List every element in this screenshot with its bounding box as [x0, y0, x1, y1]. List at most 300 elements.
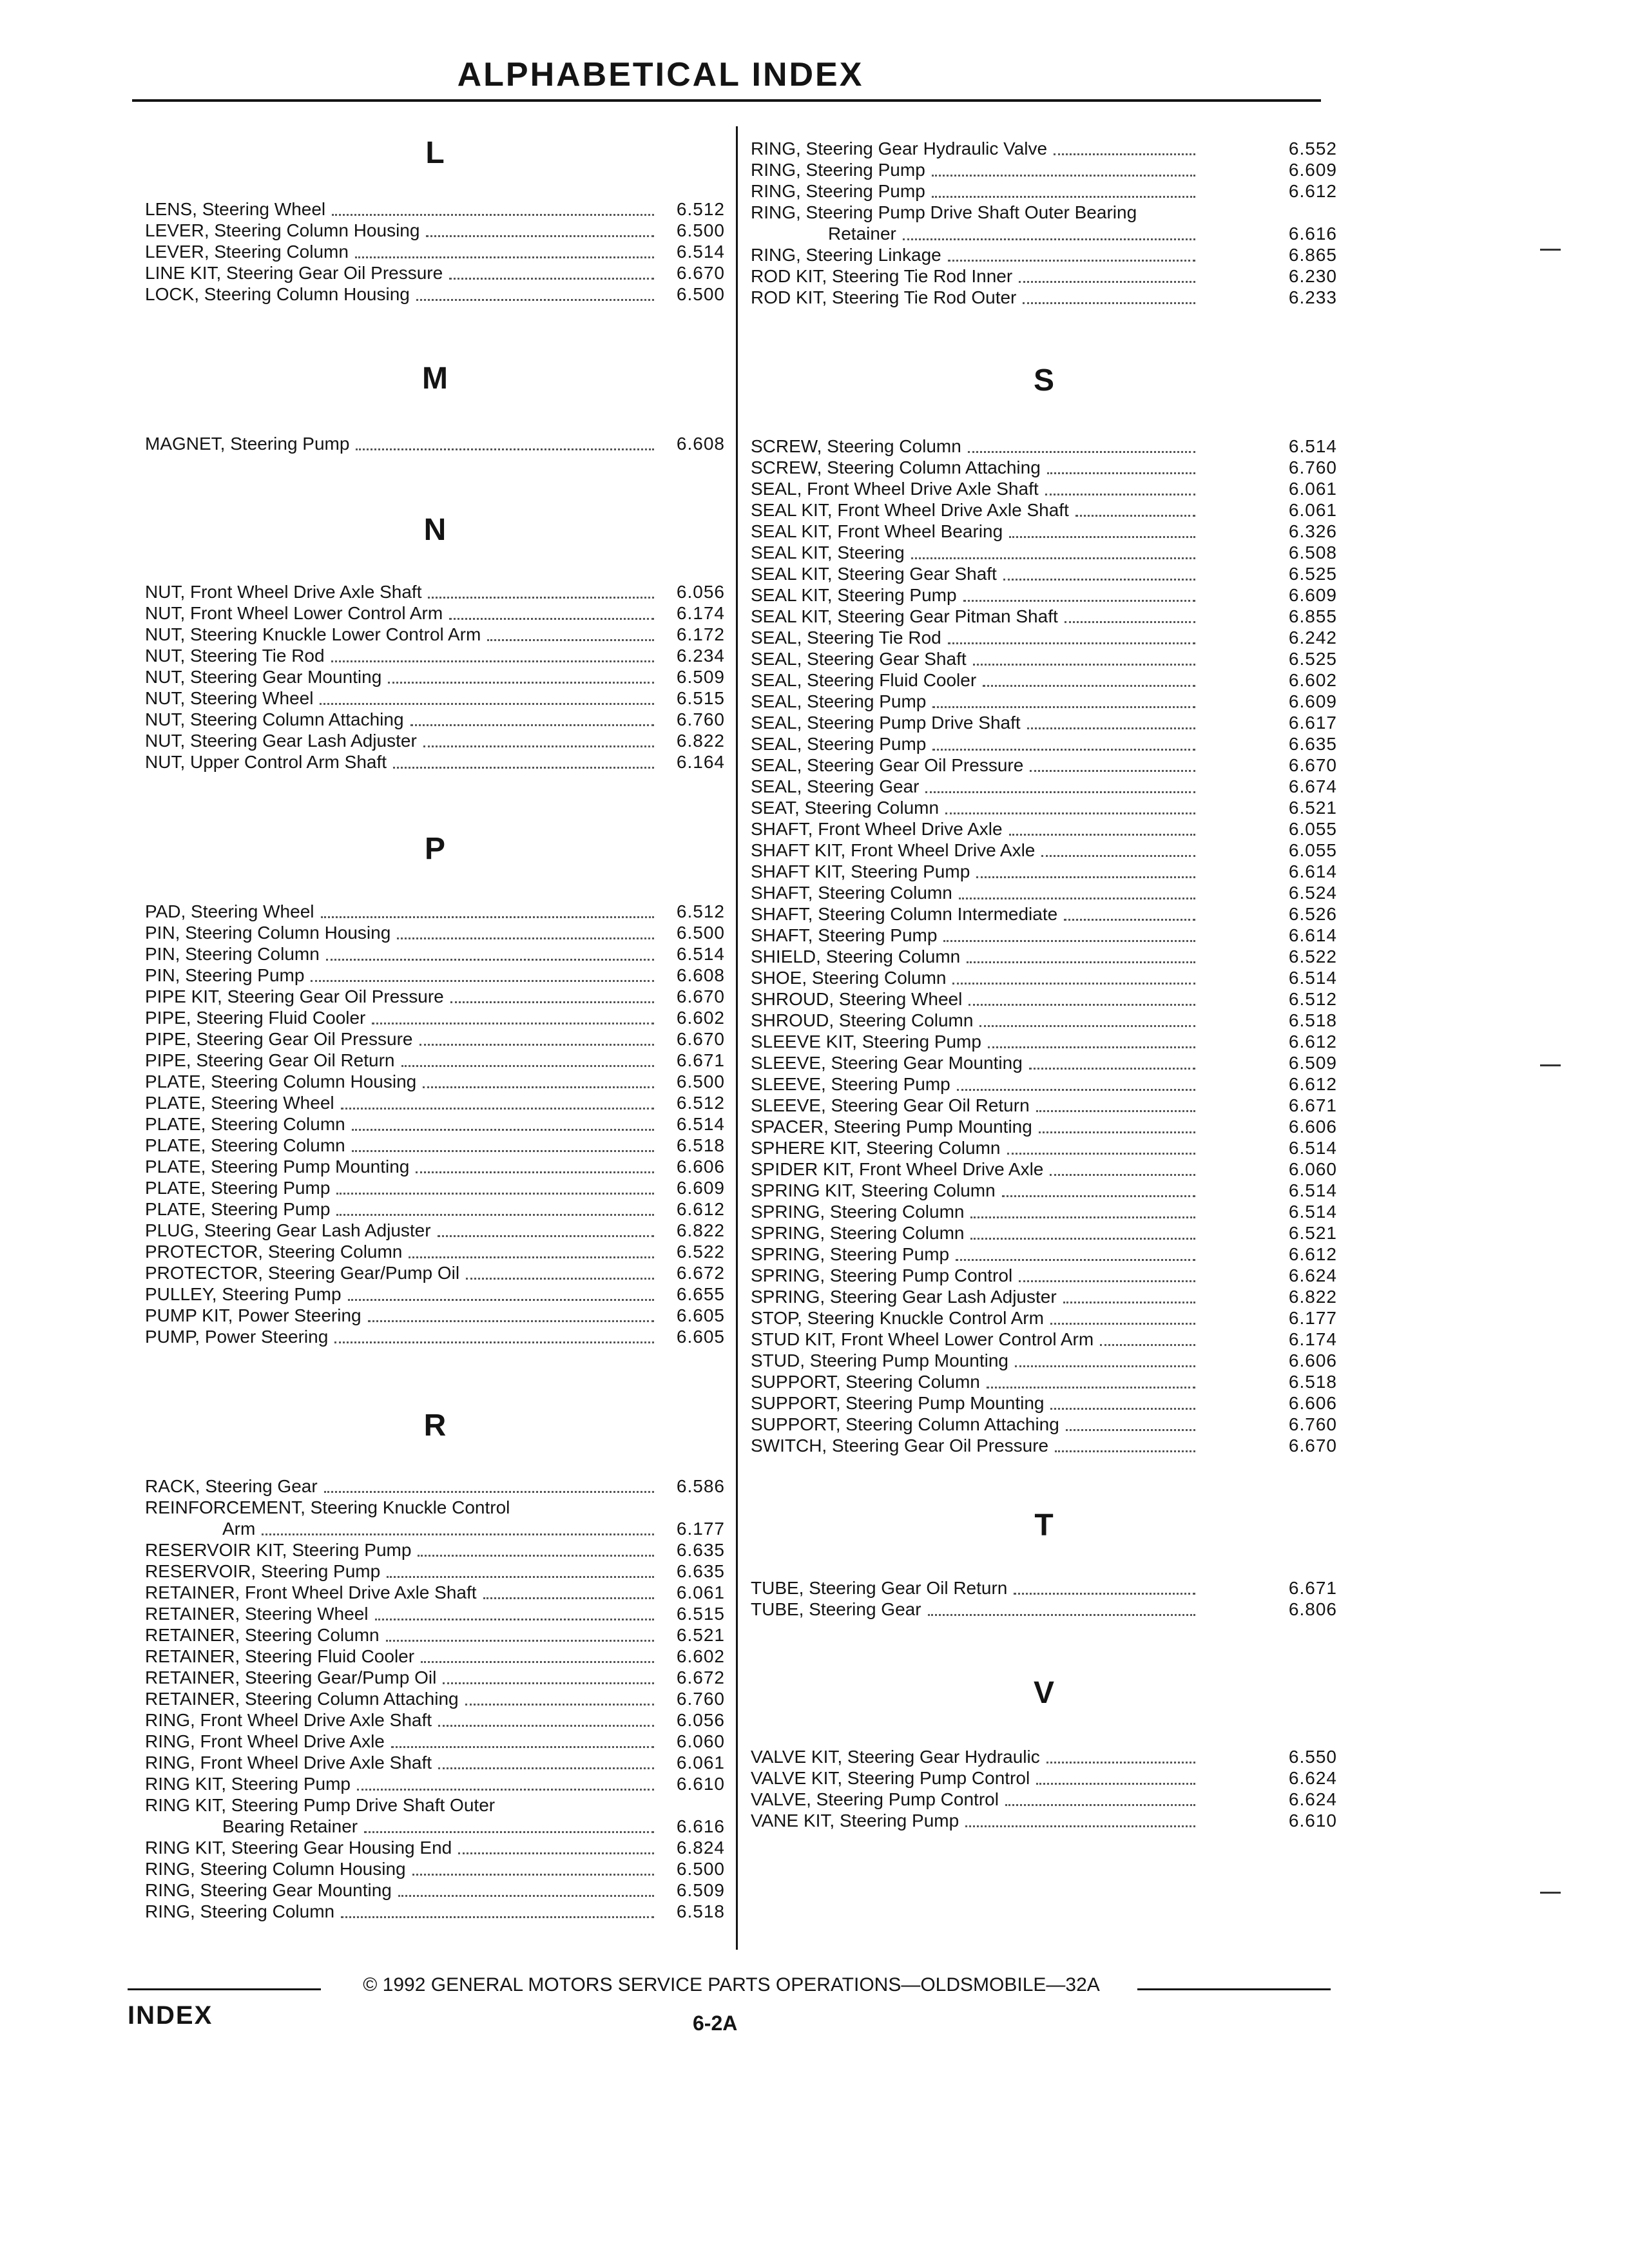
entry-page-number: 6.242 [1288, 628, 1337, 648]
entry-page-number: 6.512 [676, 1093, 725, 1113]
index-entry [751, 1392, 1337, 1414]
index-entry [751, 1052, 1337, 1073]
index-entry [751, 1435, 1337, 1456]
entry-page-number: 6.806 [1288, 1599, 1337, 1619]
entry-label: SHAFT, Steering Pump [751, 925, 938, 945]
index-entry [751, 265, 1337, 287]
entry-page-number: 6.514 [676, 1114, 725, 1134]
entry-label: SHAFT KIT, Steering Pump [751, 861, 970, 881]
entry-label: SEAL, Steering Pump [751, 734, 927, 754]
entry-page-number: 6.552 [1288, 139, 1337, 159]
entry-label: VALVE, Steering Pump Control [751, 1789, 999, 1809]
entry-page-number: 6.635 [1288, 734, 1337, 754]
entry-label: RING, Front Wheel Drive Axle Shaft [145, 1753, 432, 1773]
entry-label: SPACER, Steering Pump Mounting [751, 1117, 1032, 1137]
entry-label: SEAL, Steering Tie Rod [751, 628, 941, 648]
entry-page-number: 6.522 [1288, 947, 1337, 966]
entry-page-number: 6.514 [676, 944, 725, 964]
dot-leader [1009, 834, 1195, 836]
entry-page-number: 6.550 [1288, 1747, 1337, 1767]
entry-page-number: 6.671 [1288, 1095, 1337, 1115]
dot-leader [1045, 494, 1195, 495]
entry-label: SEAL, Steering Pump Drive Shaft [751, 713, 1021, 733]
dot-leader [375, 1619, 654, 1620]
index-entry [751, 542, 1337, 563]
index-entry [751, 861, 1337, 882]
index-entry [751, 1116, 1337, 1137]
index-entry [145, 730, 725, 751]
dot-leader [1047, 472, 1195, 474]
index-entry [145, 1071, 725, 1092]
dot-leader [393, 767, 654, 769]
index-entry [751, 138, 1337, 159]
index-entry [751, 457, 1337, 478]
entry-label: SWITCH, Steering Gear Oil Pressure [751, 1436, 1049, 1456]
entry-page-number: 6.526 [1288, 904, 1337, 924]
index-entry [751, 1789, 1337, 1810]
entry-label: SEAL, Steering Fluid Cooler [751, 670, 977, 690]
entry-page-number: 6.760 [1288, 1414, 1337, 1434]
entry-page-number: 6.518 [1288, 1010, 1337, 1030]
dot-leader [466, 1278, 654, 1280]
entry-page-number: 6.670 [676, 263, 725, 283]
dot-leader [1066, 1429, 1195, 1431]
entry-label: RETAINER, Steering Column Attaching [145, 1689, 459, 1709]
index-entry [751, 1286, 1337, 1307]
index-entry [145, 581, 725, 602]
dot-leader [983, 685, 1195, 687]
entry-label: RING, Steering Gear Hydraulic Valve [751, 139, 1048, 159]
entry-page-number: 6.670 [1288, 755, 1337, 775]
dot-leader [963, 600, 1195, 602]
dot-leader [397, 937, 654, 939]
entry-label: SHOE, Steering Column [751, 968, 947, 988]
entry-page-number: 6.177 [676, 1519, 725, 1539]
index-entry [751, 159, 1337, 180]
index-entry [145, 1794, 725, 1816]
index-entry [145, 965, 725, 986]
entry-page-number: 6.514 [1288, 968, 1337, 988]
dot-leader [970, 1238, 1195, 1240]
entry-page-number: 6.174 [1288, 1329, 1337, 1349]
entry-page-number: 6.514 [1288, 1138, 1337, 1158]
dot-leader [1050, 1408, 1195, 1410]
entry-label: SUPPORT, Steering Column Attaching [751, 1414, 1059, 1434]
entry-label: SPRING, Steering Pump Control [751, 1265, 1013, 1285]
entry-page-number: 6.624 [1288, 1768, 1337, 1788]
entry-label: RACK, Steering Gear [145, 1476, 318, 1496]
index-entry [145, 1603, 725, 1624]
dot-leader [262, 1533, 654, 1535]
entry-page-number: 6.670 [676, 1029, 725, 1049]
page-title: ALPHABETICAL INDEX [457, 56, 864, 93]
dot-leader [398, 1895, 654, 1897]
dot-leader [423, 1086, 654, 1088]
index-entry [145, 1539, 725, 1561]
entry-label: RESERVOIR, Steering Pump [145, 1561, 381, 1581]
section-letter: N [423, 513, 447, 547]
dot-leader [388, 682, 654, 684]
entry-label: SEAL, Steering Gear [751, 776, 920, 796]
dot-leader [387, 1576, 654, 1578]
index-entry [145, 284, 725, 305]
index-entry [751, 499, 1337, 521]
dot-leader [458, 1852, 654, 1854]
index-entry [751, 882, 1337, 903]
index-entry [145, 1773, 725, 1794]
dot-leader [401, 1065, 654, 1067]
entry-label: Retainer [828, 224, 896, 244]
entry-label: RING, Front Wheel Drive Axle Shaft [145, 1710, 432, 1730]
dot-leader [1015, 1365, 1195, 1367]
index-entry [751, 946, 1337, 967]
scan-mark [1540, 1892, 1561, 1894]
entry-page-number: 6.500 [676, 220, 725, 240]
dot-leader [336, 1214, 654, 1216]
entry-label: RING KIT, Steering Pump Drive Shaft Outer [145, 1795, 496, 1815]
index-entry [751, 776, 1337, 797]
entry-page-number: 6.061 [676, 1753, 725, 1773]
index-entry [145, 1262, 725, 1283]
index-entry-list [751, 138, 1337, 308]
entry-label: LINE KIT, Steering Gear Oil Pressure [145, 263, 443, 283]
index-entry [145, 1050, 725, 1071]
index-entry [145, 1305, 725, 1326]
entry-page-number: 6.606 [1288, 1350, 1337, 1370]
entry-page-number: 6.586 [676, 1476, 725, 1496]
index-entry [145, 1709, 725, 1731]
entry-page-number: 6.512 [676, 199, 725, 219]
index-entry-list [145, 198, 725, 305]
dot-leader [357, 1789, 654, 1791]
entry-label: RETAINER, Steering Column [145, 1625, 380, 1645]
index-entry [751, 1073, 1337, 1095]
index-entry [145, 1688, 725, 1709]
entry-page-number: 6.500 [676, 1859, 725, 1879]
index-entry-list [751, 1577, 1337, 1620]
index-entry [145, 645, 725, 666]
index-entry [751, 1414, 1337, 1435]
dot-leader [1027, 727, 1195, 729]
entry-page-number: 6.164 [676, 752, 725, 772]
section-letter: S [1033, 363, 1054, 398]
index-entry [751, 925, 1337, 946]
index-entry [145, 1667, 725, 1688]
dot-leader [932, 706, 1195, 708]
entry-page-number: 6.525 [1288, 564, 1337, 584]
dot-leader [341, 1916, 654, 1918]
entry-label: RETAINER, Front Wheel Drive Axle Shaft [145, 1582, 477, 1602]
dot-leader [341, 1108, 654, 1110]
dot-leader [1003, 579, 1195, 581]
entry-label: TUBE, Steering Gear Oil Return [751, 1578, 1008, 1598]
entry-page-number: 6.612 [1288, 1244, 1337, 1264]
entry-page-number: 6.670 [1288, 1436, 1337, 1456]
dot-leader [1039, 1131, 1195, 1133]
section-letter: V [1033, 1676, 1054, 1710]
dot-leader [968, 451, 1195, 453]
index-entry [145, 1092, 725, 1113]
index-entry [145, 922, 725, 943]
entry-label: NUT, Front Wheel Lower Control Arm [145, 603, 443, 623]
entry-label: VALVE KIT, Steering Gear Hydraulic [751, 1747, 1040, 1767]
entry-label: SEAL KIT, Steering Gear Shaft [751, 564, 997, 584]
dot-leader [449, 278, 654, 280]
entry-label: SEAL KIT, Front Wheel Drive Axle Shaft [751, 500, 1069, 520]
entry-label: LEVER, Steering Column [145, 242, 349, 262]
entry-label: PULLEY, Steering Pump [145, 1284, 342, 1304]
entry-page-number: 6.177 [1288, 1308, 1337, 1328]
entry-label: ROD KIT, Steering Tie Rod Inner [751, 266, 1013, 286]
entry-page-number: 6.865 [1288, 245, 1337, 265]
dot-leader [438, 1767, 654, 1769]
entry-label: PIPE, Steering Gear Oil Return [145, 1050, 395, 1070]
index-entry [145, 1241, 725, 1262]
dot-leader [952, 983, 1195, 985]
index-entry [751, 584, 1337, 606]
entry-page-number: 6.609 [1288, 160, 1337, 180]
entry-page-number: 6.609 [676, 1178, 725, 1198]
index-entry [751, 436, 1337, 457]
footer-section-label: INDEX [128, 2001, 213, 2030]
entry-label: STUD, Steering Pump Mounting [751, 1350, 1008, 1370]
index-entry [145, 1518, 725, 1539]
index-entry-list [751, 436, 1337, 1456]
index-entry [751, 202, 1337, 223]
entry-label: TUBE, Steering Gear [751, 1599, 921, 1619]
index-entry [751, 840, 1337, 861]
entry-label: RING, Steering Pump [751, 181, 925, 201]
index-entry [751, 1201, 1337, 1222]
entry-page-number: 6.521 [1288, 1223, 1337, 1243]
entry-page-number: 6.671 [1288, 1578, 1337, 1598]
dot-leader [948, 642, 1195, 644]
entry-page-number: 6.610 [676, 1774, 725, 1794]
entry-page-number: 6.614 [1288, 861, 1337, 881]
entry-page-number: 6.760 [676, 709, 725, 729]
entry-page-number: 6.509 [1288, 1053, 1337, 1073]
index-entry [751, 1350, 1337, 1371]
entry-label: Bearing Retainer [222, 1816, 358, 1836]
dot-leader [416, 299, 654, 301]
dot-leader [1030, 770, 1195, 772]
entry-label: PIPE KIT, Steering Gear Oil Pressure [145, 986, 444, 1006]
dot-leader [336, 1193, 654, 1195]
dot-leader [1036, 1110, 1195, 1112]
index-entry-list [145, 433, 725, 454]
index-entry [145, 1497, 725, 1518]
index-entry [751, 818, 1337, 840]
dot-leader [925, 791, 1195, 793]
entry-label: SEAT, Steering Column [751, 798, 940, 818]
entry-page-number: 6.515 [676, 688, 725, 708]
title-rule [132, 99, 1321, 102]
entry-label: LENS, Steering Wheel [145, 199, 326, 219]
entry-page-number: 6.655 [676, 1284, 725, 1304]
dot-leader [386, 1640, 654, 1642]
dot-leader [311, 980, 654, 982]
index-entry [145, 986, 725, 1007]
entry-label: SPIDER KIT, Front Wheel Drive Axle [751, 1159, 1044, 1179]
entry-page-number: 6.760 [676, 1689, 725, 1709]
entry-label: PLATE, Steering Column Housing [145, 1072, 417, 1091]
entry-label: SEAL KIT, Front Wheel Bearing [751, 521, 1003, 541]
entry-label: SLEEVE, Steering Gear Mounting [751, 1053, 1023, 1073]
entry-label: PUMP KIT, Power Steering [145, 1305, 361, 1325]
entry-label: PROTECTOR, Steering Gear/Pump Oil [145, 1263, 460, 1283]
dot-leader [352, 1150, 654, 1152]
entry-page-number: 6.524 [1288, 883, 1337, 903]
entry-page-number: 6.061 [676, 1582, 725, 1602]
entry-page-number: 6.061 [1288, 500, 1337, 520]
entry-label: PLATE, Steering Pump [145, 1178, 331, 1198]
dot-leader [1029, 1068, 1195, 1070]
index-entry [145, 1028, 725, 1050]
entry-label: SCREW, Steering Column [751, 436, 961, 456]
dot-leader [334, 1341, 654, 1343]
scan-mark [1540, 249, 1561, 251]
entry-page-number: 6.635 [676, 1561, 725, 1581]
dot-leader [1050, 1323, 1195, 1325]
dot-leader [973, 664, 1195, 666]
index-entry [145, 687, 725, 709]
dot-leader [438, 1725, 654, 1727]
entry-page-number: 6.500 [676, 923, 725, 943]
entry-label: PLATE, Steering Wheel [145, 1093, 334, 1113]
dot-leader [1075, 515, 1195, 517]
dot-leader [988, 1046, 1195, 1048]
dot-leader [1055, 1450, 1195, 1452]
entry-page-number: 6.606 [676, 1157, 725, 1177]
index-entry [145, 1198, 725, 1220]
dot-leader [1007, 1153, 1195, 1155]
index-entry [751, 1307, 1337, 1329]
entry-page-number: 6.605 [676, 1327, 725, 1347]
dot-leader [945, 812, 1195, 814]
entry-page-number: 6.514 [1288, 1180, 1337, 1200]
index-entry [145, 751, 725, 773]
section-letter: T [1034, 1508, 1054, 1542]
entry-page-number: 6.509 [676, 1880, 725, 1900]
entry-label: RESERVOIR KIT, Steering Pump [145, 1540, 412, 1560]
entry-page-number: 6.855 [1288, 606, 1337, 626]
entry-page-number: 6.616 [1288, 224, 1337, 244]
index-entry [145, 1220, 725, 1241]
dot-leader [956, 1259, 1195, 1261]
index-entry [751, 1599, 1337, 1620]
dot-leader [959, 898, 1195, 899]
index-entry [751, 180, 1337, 202]
dot-leader [970, 1216, 1195, 1218]
entry-label: RING, Front Wheel Drive Axle [145, 1731, 385, 1751]
entry-page-number: 6.518 [676, 1901, 725, 1921]
entry-label: PLATE, Steering Column [145, 1135, 345, 1155]
entry-page-number: 6.760 [1288, 457, 1337, 477]
dot-leader [1050, 1174, 1195, 1176]
dot-leader [423, 745, 654, 747]
entry-label: PIPE, Steering Fluid Cooler [145, 1008, 366, 1028]
index-entry-list [145, 1475, 725, 1922]
dot-leader [410, 724, 654, 726]
entry-label: MAGNET, Steering Pump [145, 434, 350, 454]
entry-page-number: 6.060 [676, 1731, 725, 1751]
dot-leader [987, 1387, 1195, 1389]
entry-page-number: 6.518 [1288, 1372, 1337, 1392]
index-entry [145, 1113, 725, 1135]
entry-label: SHROUD, Steering Wheel [751, 989, 963, 1009]
section-letter: P [424, 832, 445, 866]
entry-page-number: 6.233 [1288, 287, 1337, 307]
dot-leader [903, 238, 1195, 240]
entry-page-number: 6.512 [1288, 989, 1337, 1009]
entry-label: LOCK, Steering Column Housing [145, 284, 410, 304]
dot-leader [1019, 281, 1195, 283]
index-entry [751, 1137, 1337, 1158]
entry-page-number: 6.674 [1288, 776, 1337, 796]
entry-page-number: 6.605 [676, 1305, 725, 1325]
dot-leader [443, 1682, 654, 1684]
dot-leader [932, 196, 1195, 198]
index-entry [145, 198, 725, 220]
entry-label: SEAL, Steering Gear Shaft [751, 649, 967, 669]
index-entry [751, 712, 1337, 733]
dot-leader [356, 448, 654, 450]
index-entry [751, 1010, 1337, 1031]
entry-label: RETAINER, Steering Fluid Cooler [145, 1646, 415, 1666]
index-entry [751, 1244, 1337, 1265]
entry-label: PROTECTOR, Steering Column [145, 1242, 403, 1262]
entry-page-number: 6.055 [1288, 819, 1337, 839]
entry-label: PLATE, Steering Column [145, 1114, 345, 1134]
entry-page-number: 6.602 [1288, 670, 1337, 690]
entry-label: SUPPORT, Steering Pump Mounting [751, 1393, 1045, 1413]
entry-label: SEAL KIT, Steering Gear Pitman Shaft [751, 606, 1058, 626]
column-divider [736, 126, 738, 1950]
dot-leader [1023, 302, 1195, 304]
entry-label: SPRING KIT, Steering Column [751, 1180, 996, 1200]
entry-label: RETAINER, Steering Wheel [145, 1604, 369, 1624]
index-entry [751, 223, 1337, 244]
entry-label: SPRING, Steering Column [751, 1223, 965, 1243]
index-entry [145, 1837, 725, 1858]
entry-page-number: 6.822 [676, 731, 725, 751]
dot-leader [416, 1171, 654, 1173]
entry-label: VALVE KIT, Steering Pump Control [751, 1768, 1030, 1788]
entry-page-number: 6.617 [1288, 713, 1337, 733]
dot-leader [368, 1320, 654, 1322]
entry-label: NUT, Upper Control Arm Shaft [145, 752, 387, 772]
scan-mark [1540, 1064, 1561, 1066]
entry-label: RING, Steering Gear Mounting [145, 1880, 392, 1900]
entry-label: SHAFT, Steering Column Intermediate [751, 904, 1058, 924]
dot-leader [449, 618, 654, 620]
dot-leader [1046, 1762, 1195, 1763]
entry-page-number: 6.672 [676, 1667, 725, 1687]
dot-leader [1100, 1344, 1195, 1346]
footer-rule-right [1137, 1988, 1331, 1990]
entry-page-number: 6.514 [1288, 436, 1337, 456]
entry-label: SEAL, Steering Pump [751, 691, 927, 711]
entry-label: PLATE, Steering Pump Mounting [145, 1157, 410, 1177]
entry-page-number: 6.670 [676, 986, 725, 1006]
index-entry [145, 1156, 725, 1177]
entry-label: SHIELD, Steering Column [751, 947, 961, 966]
entry-label: PIN, Steering Column Housing [145, 923, 391, 943]
dot-leader [426, 235, 654, 237]
index-entry-list [145, 901, 725, 1347]
index-entry-list [145, 581, 725, 773]
index-entry [145, 943, 725, 965]
